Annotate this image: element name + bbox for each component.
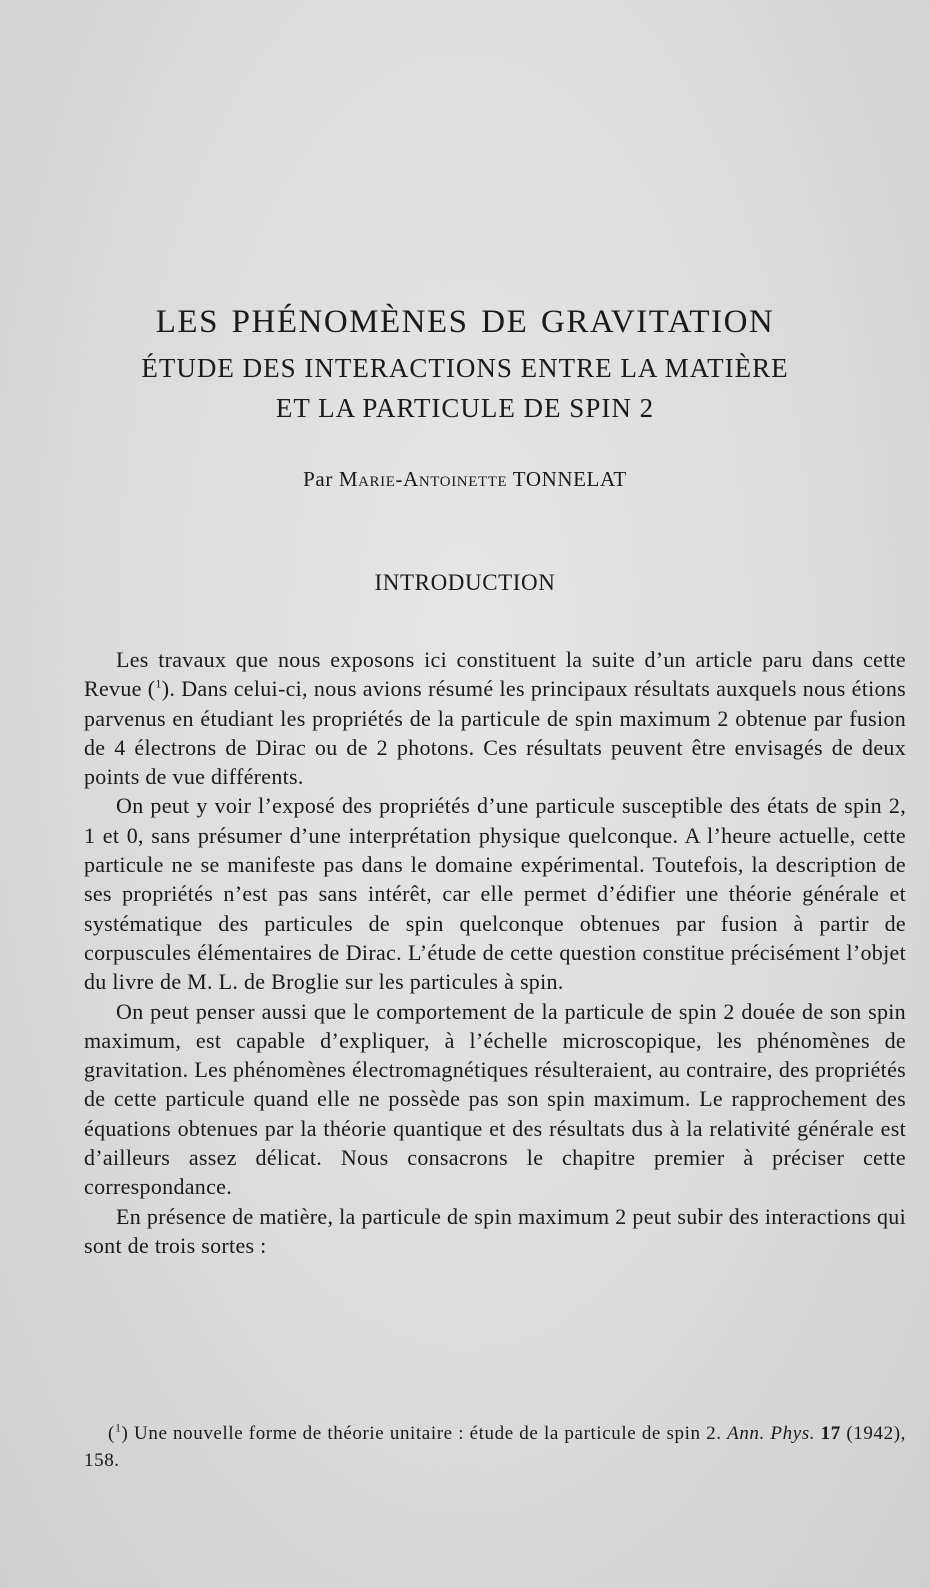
footnote-reference: 1 (155, 676, 162, 691)
paragraph-3: On peut penser aussi que le comportement de la particule de spin 2 douée de son spin maximum, est capable d’expliquer, à l’échelle microscopique, les phénomènes de gravitation. Les phénomènes électromagnétiques résulteraient, au contraire, des propriétés de cette particule quand elle ne possède pas son spin maximum. Le rapprochement des équations obtenues par la théorie quantique et des résultats dus à la relativité générale est d’ailleurs assez délicat. Nous consacrons le chapitre premier à préciser cette correspondance. (84, 998, 906, 1200)
paragraph-4: En présence de matière, la particule de spin maximum 2 peut subir des interactions qui sont de trois sortes : (84, 1203, 906, 1258)
byline-prefix: Par (303, 467, 333, 491)
footnote (84, 1420, 906, 1474)
footnote-volume: 17 (820, 1423, 841, 1444)
paragraph-2: On peut y voir l’exposé des propriétés d’une particule susceptible des états de spin 2, 1 et 0, sans présumer d’une interprétation physique quelconque. A l’heure actuelle, cette particule ne se manifeste pas dans le domaine expérimental. Toutefois, la description de ses propriétés n’est pas sans intérêt, car elle permet d’édifier une théorie générale et systématique des particules de spin quelconque obtenues par fusion à partir de corpuscules élémentaires de Dirac. L’étude de cette question constitue précisément l’objet du livre de M. L. de Broglie sur les particules à spin. (84, 793, 906, 995)
article-subtitle-line-1: ÉTUDE DES INTERACTIONS ENTRE LA MATIÈRE (141, 353, 789, 383)
footnote-journal: Ann. Phys. (727, 1423, 816, 1444)
footnote-text: ($^1$) Une nouvelle forme de théorie unitaire : étude de la particule de spin 2. Ann. Phys. 17 (1942), 158. (84, 1420, 906, 1471)
author-last-name: TONNELAT (512, 467, 627, 491)
footnote-body: Une nouvelle forme de théorie unitaire : étude de la particule de spin 2. (128, 1423, 728, 1444)
byline (0, 465, 930, 493)
article-subtitle-line-2: ET LA PARTICULE DE SPIN 2 (275, 393, 655, 423)
paragraph-1 (84, 645, 906, 791)
paragraph-1-end: ). Dans celui-ci, nous avions résumé les principaux résultats auxquels nous étions parvenus en étudiant les propriétés de la particule de spin maximum 2 obtenue par fusion de 4 électrons de Dirac ou de 2 photons. Ces résultats peuvent être envisagés de deux points de vue différents. (84, 676, 906, 790)
author-first-name: Marie-Antoinette (338, 467, 508, 491)
footnote-year-page: (1942), 158. (84, 1423, 906, 1471)
section-heading: INTRODUCTION (374, 570, 556, 595)
footnote-marker: 1 (114, 1420, 122, 1435)
body-text (84, 645, 906, 1260)
paragraph-1-start: Les travaux que nous exposons ici constituent la suite d’un article paru dans cette Revue ( (84, 647, 906, 702)
article-title: LES PHÉNOMÈNES DE GRAVITATION (155, 304, 775, 340)
